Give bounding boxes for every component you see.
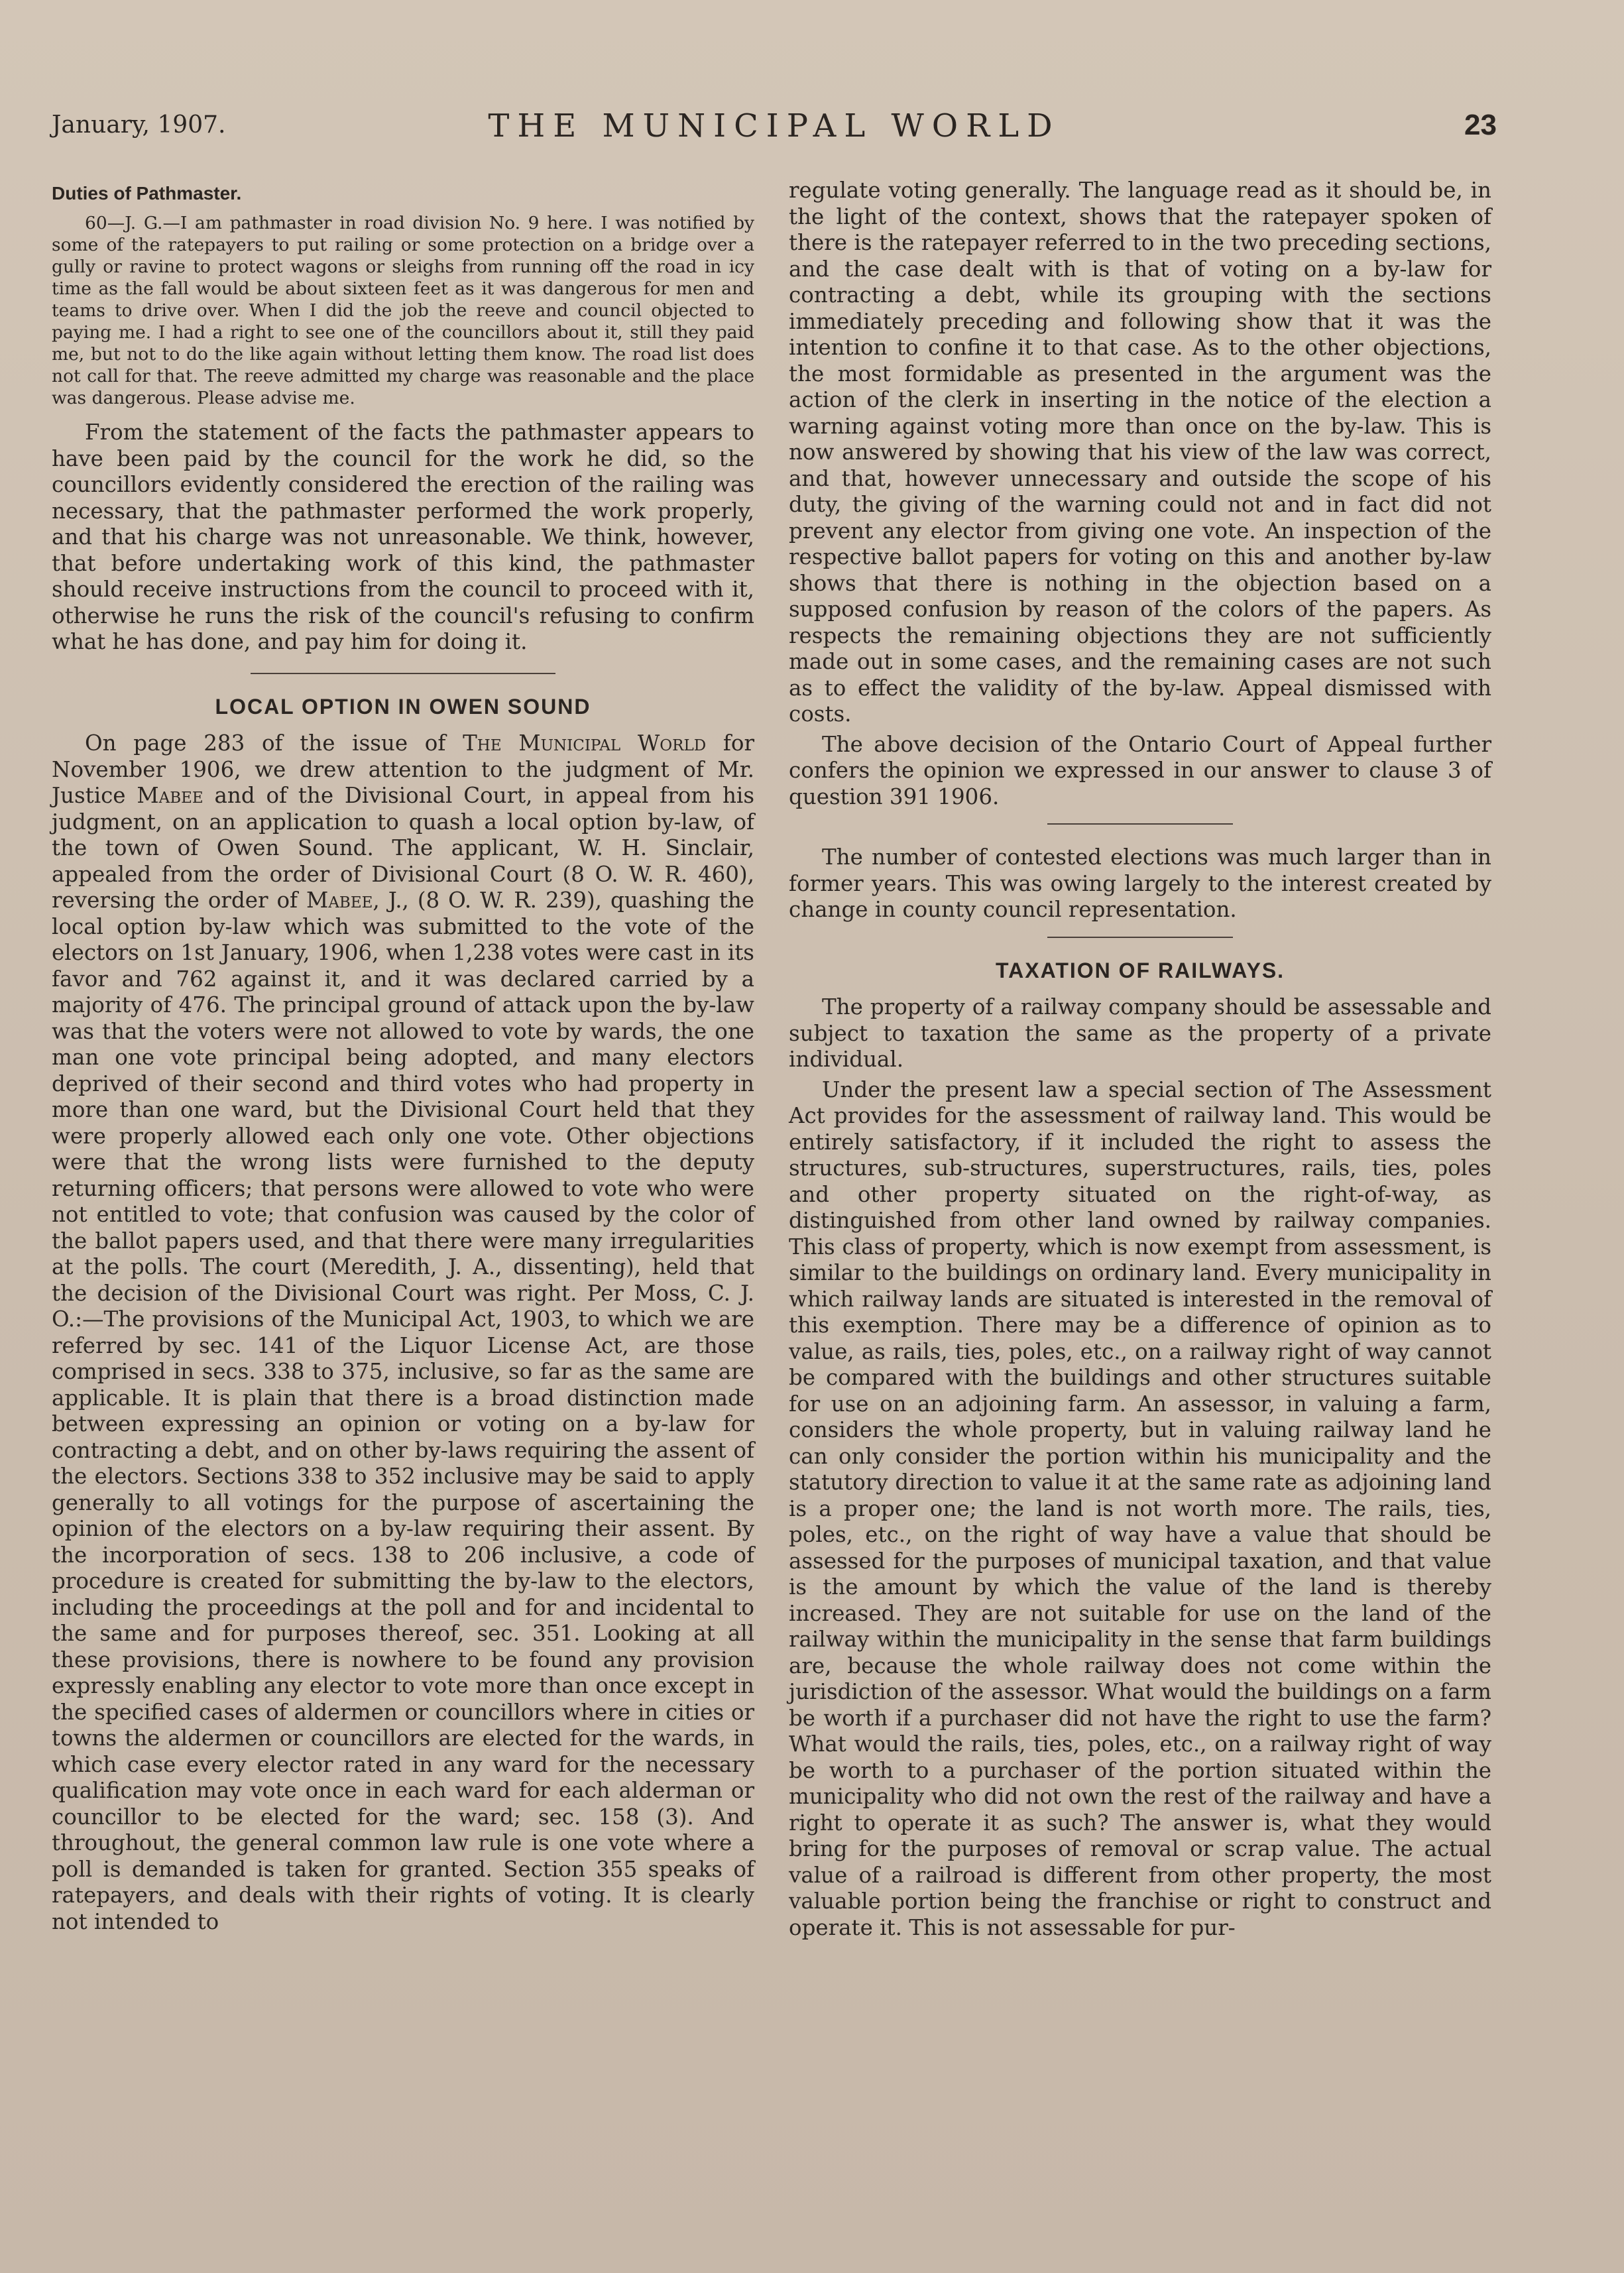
divider: [251, 673, 555, 674]
page-header: [52, 107, 1497, 151]
paragraph: The property of a railway company should be assessable and subject to taxation the same as the property of a private individual.: [789, 994, 1491, 1072]
issue-date: January, 1907.: [52, 111, 226, 139]
publication-title: THE MUNICIPAL WORLD: [488, 107, 1061, 145]
article-heading: LOCAL OPTION IN OWEN SOUND: [215, 694, 591, 719]
paragraph: The number of contested elections was much larger than in former years. This was owing largely to the interest created by change in county council representation.: [789, 845, 1491, 922]
continued-paragraph: regulate voting generally. The language read as it should be, in the light of the context, shows that the ratepayer spoken of there is the ratepayer referred to in the two preceding sections, and the case dealt with is that of voting on a by-law for contracting a debt, while its grouping with the sections immediately preceding and following show that it was the intention to confine it to that case. As to the other objections, the most formidable as presented in the argument was the action of the clerk in inserting in the notice of the election a warning against voting more than once on the by-law. This is now answered by showing that his view of the law was correct, and that, however unnecessary and outside the scope of his duty, the giving of the warning could not and in fact did not prevent any elector from giving one vote. An inspection of the respective ballot papers for voting on this and another by-law shows that there is nothing in the objection based on a supposed confusion by reason of the colors of the papers. As respects the remaining objections they are not sufficiently made out in some cases, and the remaining cases are not such as to effect the validity of the by-law. Appeal dismissed with costs.: [789, 178, 1491, 727]
left-column: [52, 178, 754, 1939]
section-subheading: Duties of Pathmaster.: [52, 183, 242, 204]
page-number: 23: [1464, 109, 1497, 141]
reader-question: [52, 212, 754, 409]
paragraph: Under the present law a special section of The Assessment Act provides for the assessment of railway land. This would be entirely satisfactory, if it included the right to assess the structures, sub-structures, superstructures, rails, ties, poles and other property situated on the right-of-way, as distinguished from other land owned by railway companies. This class of property, which is now exempt from assessment, is similar to the buildings on ordinary land. Every municipality in which railway lands are situated is interested in the removal of this exemption. There may be a difference of opinion as to value, as rails, ties, poles, etc., on a railway right of way cannot be compared with the buildings and other structures suitable for use on an adjoining farm. An assessor, in valuing a farm, considers the whole property, but in valuing railway land he can only consider the portion within his municipality and the statutory direction to value it at the same rate as adjoining land is a proper one; the land is not worth more. The rails, ties, poles, etc., on the right of way have a value that should be assessed for the purposes of municipal taxation, and that value is the amount by which the value of the land is thereby increased. They are not suitable for use on the land of the railway within the municipality in the sense that farm buildings are, because the whole railway does not come within the jurisdiction of the assessor. What would the buildings on a farm be worth if a purchaser did not have the right to use the farm? What would the rails, ties, poles, etc., on a railway right of way be worth to a purchaser of the portion situated within the municipality who did not own the rest of the railway and have a right to operate it as such? The answer is, what they would bring for the purposes of removal or scrap value. The actual value of a railroad is different from other property, the most valuable portion being the franchise or right to construct and operate it. This is not assessable for pur-: [789, 1077, 1491, 1940]
divider: [1047, 937, 1233, 938]
question-text: 60—J. G.—I am pathmaster in road division No. 9 here. I was notified by some of the ratepayers to put railing or some protection on a bridge over a gully or ravine to protect wagons or sleighs from running off the road in icy time as the fall would be about sixteen feet as it was dangerous for men and teams to drive over. When I did the job the reeve and council objected to paying me. I had a right to see one of the councillors about it, still they paid me, but not to do the like again without letting them know. The road list does not call for that. The reeve admitted my charge was reasonable and the place was dangerous. Please advise me.: [52, 213, 754, 408]
article-heading: TAXATION OF RAILWAYS.: [995, 958, 1285, 982]
divider: [1047, 823, 1233, 825]
paragraph: The above decision of the Ontario Court of Appeal further confers the opinion we expressed in our answer to clause 3 of question 391 1906.: [789, 731, 1491, 809]
answer-paragraph: From the statement of the facts the pathmaster appears to have been paid by the council for the work he did, so the councillors evidently considered the erection of the railing was necessary, that the pathmaster performed the work properly, and that his charge was not unreasonable. We think, however, that before undertaking work of this kind, the pathmaster should receive instructions from the council to proceed with it, otherwise he runs the risk of the council's refusing to confirm what he has done, and pay him for doing it.: [52, 420, 754, 654]
article-paragraph: On page 283 of the issue of The Municipal World for November 1906, we drew attention to the judgment of Mr. Justice Mabee and of the Divisional Court, in appeal from his judgment, on an application to quash a local option by-law, of the town of Owen Sound. The applicant, W. H. Sinclair, appealed from the order of Divisional Court (8 O. W. R. 460), reversing the order of Mabee, J., (8 O. W. R. 239), quashing the local option by-law which was submitted to the vote of the electors on 1st January, 1906, when 1,238 votes were cast in its favor and 762 against it, and it was declared carried by a majority of 476. The principal ground of attack upon the by-law was that the voters were not allowed to vote by wards, the one man one vote principal being adopted, and many electors deprived of their second and third votes who had property in more than one ward, but the Divisional Court held that they were properly allowed each only one vote. Other objections were that the wrong lists were furnished to the deputy returning officers; that persons were allowed to vote who were not entitled to vote; that confusion was caused by the color of the ballot papers used, and that there were many irregularities at the polls. The court (Meredith, J. A., dissenting), held that the decision of the Divisional Court was right. Per Moss, C. J. O.:—The provisions of the Municipal Act, 1903, to which we are referred by sec. 141 of the Liquor License Act, are those comprised in secs. 338 to 375, inclusive, so far as the same are applicable. It is plain that there is a broad distinction made between expressing an opinion or voting on a by-law for contracting a debt, and on other by-laws requiring the assent of the electors. Sections 338 to 352 inclusive may be said to apply generally to all votings for the purpose of ascertaining the opinion of the electors on a by-law requiring their assent. By the incorporation of secs. 138 to 206 inclusive, a code of procedure is created for submitting the by-law to the electors, including the proceedings at the poll and for and incidental to the same and for purposes thereof, sec. 351. Looking at all these provisions, there is nowhere to be found any provision expressly enabling any elector to vote more than once except in the specified cases of aldermen or councillors where in cities or towns the aldermen or councillors are elected for the wards, in which case every elector rated in any ward for the necessary qualification may vote once in each ward for each alderman or councillor to be elected for the ward; sec. 158 (3). And throughout, the general common law rule is one vote where a poll is demanded is taken for granted. Section 355 speaks of ratepayers, and deals with their rights of voting. It is clearly not intended to: [52, 730, 755, 1934]
right-column: [789, 178, 1491, 1945]
